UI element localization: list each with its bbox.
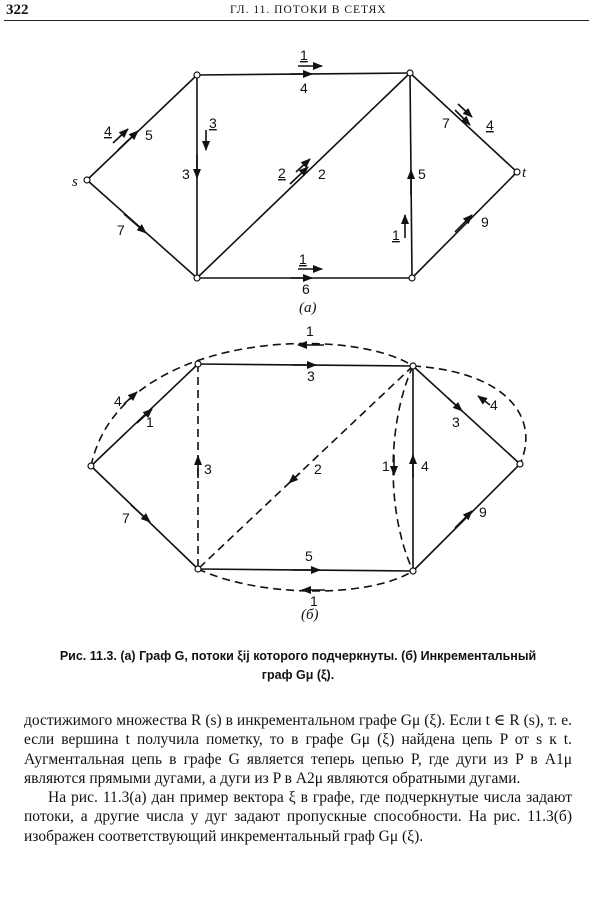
edge-value-label: 9 — [479, 504, 487, 520]
edge-value-label: 7 — [122, 510, 130, 526]
node-b-d — [410, 568, 416, 574]
edge-value-label: 1 — [310, 593, 318, 609]
flow-label: 4 — [104, 123, 112, 139]
flow-label: 1 — [300, 47, 308, 63]
capacity-label: 7 — [117, 222, 125, 238]
capacity-label: 5 — [145, 127, 153, 143]
edge-value-label: 4 — [421, 458, 429, 474]
edge-a-d-t — [412, 172, 517, 278]
edge-value-label: 1 — [306, 323, 314, 339]
caption-line-2: граф Gμ (ξ). — [261, 668, 335, 682]
node-a-d — [409, 275, 415, 281]
edge-value-label: 3 — [307, 368, 315, 384]
capacity-label: 6 — [302, 281, 310, 297]
edge-value-label: 1 — [146, 414, 154, 430]
flow-label: 3 — [209, 115, 217, 131]
body-text — [24, 711, 572, 846]
capacity-label: 5 — [418, 166, 426, 182]
graph-a-labels — [72, 47, 527, 316]
capacity-label: 3 — [182, 166, 190, 182]
edge-b-b-d — [393, 366, 413, 571]
paragraph-1: достижимого множества R (s) в инкрементальном графе Gμ (ξ). Если t ∈ R (s), т. е. если вершина t получила пометку, то в графе Gμ (ξ) найдена цепь P от s к t. Аугментальная цепь в графе G является теперь цепью P, где дуги из P в A1μ являются прямыми дугами, а дуги из P в A2μ являются обратными дугами. — [24, 712, 572, 787]
capacity-label: 7 — [442, 115, 450, 131]
edge-value-label: 2 — [314, 461, 322, 477]
node-a-b — [407, 70, 413, 76]
running-title: ГЛ. 11. ПОТОКИ В СЕТЯХ — [230, 4, 387, 16]
caption-line-1: Рис. 11.3. (а) Граф G, потоки ξij которого подчеркнуты. (б) Инкрементальный — [59, 649, 537, 663]
node-s-label: s — [72, 174, 78, 190]
node-a-s — [84, 177, 90, 183]
flow-label: 4 — [486, 117, 494, 133]
figure-a-label: (а) — [299, 300, 317, 316]
edge-value-label: 1 — [382, 458, 390, 474]
flow-label: 2 — [278, 165, 286, 181]
node-a-a — [194, 72, 200, 78]
edge-b-b-c — [198, 366, 413, 569]
edge-value-label: 4 — [114, 393, 122, 409]
node-b-s — [88, 463, 94, 469]
flow-label: 1 — [392, 227, 400, 243]
edge-b-d-c — [198, 569, 413, 591]
figure-b-label: (б) — [301, 607, 319, 623]
figure-caption — [24, 647, 572, 685]
node-t-label: t — [522, 165, 527, 181]
graph-b-labels — [114, 323, 498, 623]
node-b-b — [410, 363, 416, 369]
edge-value-label: 3 — [204, 461, 212, 477]
capacity-label: 4 — [300, 80, 308, 96]
page-number: 322 — [6, 2, 29, 18]
graph-a-nodes — [84, 70, 520, 281]
edge-value-label: 4 — [490, 397, 498, 413]
node-b-c — [195, 566, 201, 572]
edge-b-b-t — [413, 366, 520, 464]
graph-a — [87, 73, 517, 278]
edge-a-c-b — [197, 73, 410, 278]
node-b-t — [517, 461, 523, 467]
node-a-c — [194, 275, 200, 281]
capacity-label: 2 — [318, 166, 326, 182]
capacity-label: 9 — [481, 214, 489, 230]
node-a-t — [514, 169, 520, 175]
flow-label: 1 — [299, 251, 307, 267]
edge-a-b-t — [410, 73, 517, 172]
edge-value-label: 5 — [305, 548, 313, 564]
node-b-a — [195, 361, 201, 367]
paragraph-2: На рис. 11.3(а) дан пример вектора ξ в графе, где подчеркнутые числа задают потоки, а другие числа у дуг задают пропускные способности. На рис. 11.3(б) изображен соответствующий инкрементальный граф Gμ (ξ). — [24, 789, 572, 845]
edge-value-label: 3 — [452, 414, 460, 430]
edge-b-s-b — [91, 343, 413, 466]
